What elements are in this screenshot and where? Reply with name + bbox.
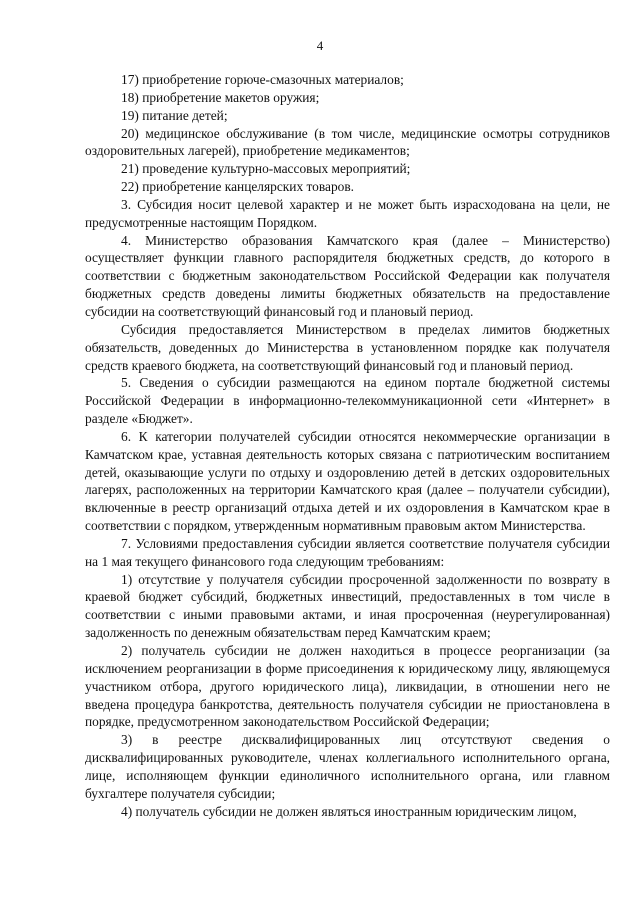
clause-4-limits: Субсидия предоставляется Министерством в пределах лимитов бюджетных обязательств, доведенных до Министерства в установленном порядке как получателя средств краевого бюджета, на соответствующий финансовый год и плановый период. xyxy=(85,321,610,373)
condition-3-no-disqualified: 3) в реестре дисквалифицированных лиц отсутствуют сведения о дисквалифицированных руководителе, членах коллегиального исполнительного органа, лице, исполняющем функции единоличного исполнительного органа, или главном бухгалтере получателя субсидии; xyxy=(85,732,610,801)
clause-6-recipients: 6. К категории получателей субсидии относятся некоммерческие организации в Камчатском крае, уставная деятельность которых связана с патриотическим воспитанием детей, оказывающие услуги по отдыху и оздоровлению детей в детских оздоровительных лагерях, расположенных на территории Камчатского края (далее – получатели субсидии), включенные в реестр организаций отдыха детей и их оздоровления в Камчатском крае в соответствии с порядком, утвержденным нормативным правовым актом Министерства. xyxy=(85,428,610,534)
document-body xyxy=(85,71,610,820)
item-18-weapon-models: 18) приобретение макетов оружия; xyxy=(121,89,320,105)
item-17-fuel: 17) приобретение горюче-смазочных материалов; xyxy=(121,72,404,87)
clause-5-publication: 5. Сведения о субсидии размещаются на едином портале бюджетной системы Российской Федерации в информационно-телекоммуникационной сети «Интернет» в разделе «Бюджет». xyxy=(85,375,610,427)
condition-4-not-foreign: 4) получатель субсидии не должен являться иностранным юридическим лицом, xyxy=(121,803,577,819)
clause-4-ministry: 4. Министерство образования Камчатского края (далее – Министерство) осуществляет функции главного распорядителя бюджетных средств, до которого в соответствии с бюджетным законодательством Российской Федерации как получателя бюджетных средств доведены лимиты бюджетных обязательств на предоставление субсидии на соответствующий финансовый год и плановый период. xyxy=(85,232,610,319)
item-19-child-meals: 19) питание детей; xyxy=(121,107,228,123)
item-22-stationery: 22) приобретение канцелярских товаров. xyxy=(121,179,355,195)
clause-3-purpose: 3. Субсидия носит целевой характер и не может быть израсходована на цели, не предусмотренные настоящим Порядком. xyxy=(85,196,610,230)
clause-7-conditions: 7. Условиями предоставления субсидии является соответствие получателя субсидии на 1 мая текущего финансового года следующим требованиям: xyxy=(85,535,610,569)
item-20-medical-service: 20) медицинское обслуживание (в том числе, медицинские осмотры сотрудников оздоровительных лагерей), приобретение медикаментов; xyxy=(85,125,610,159)
page-number: 4 xyxy=(316,38,324,53)
condition-2-no-reorganization: 2) получатель субсидии не должен находиться в процессе реорганизации (за исключением реорганизации в форме присоединения к юридическому лицу, являющемуся участником отбора, другого юридического лица), ликвидации, в отношении него не введена процедура банкротства, деятельность получателя субсидии не приостановлена в порядке, предусмотренном законодательством Российской Федерации; xyxy=(85,643,610,730)
item-21-cultural-events: 21) проведение культурно-массовых мероприятий; xyxy=(121,161,411,177)
condition-1-no-debt: 1) отсутствие у получателя субсидии просроченной задолженности по возврату в краевой бюджет субсидий, бюджетных инвестиций, предоставленных в том числе в соответствии с иными правовыми актами, и иная просроченная (неурегулированная) задолженность по денежным обязательствам перед Камчатским краем; xyxy=(85,571,610,641)
